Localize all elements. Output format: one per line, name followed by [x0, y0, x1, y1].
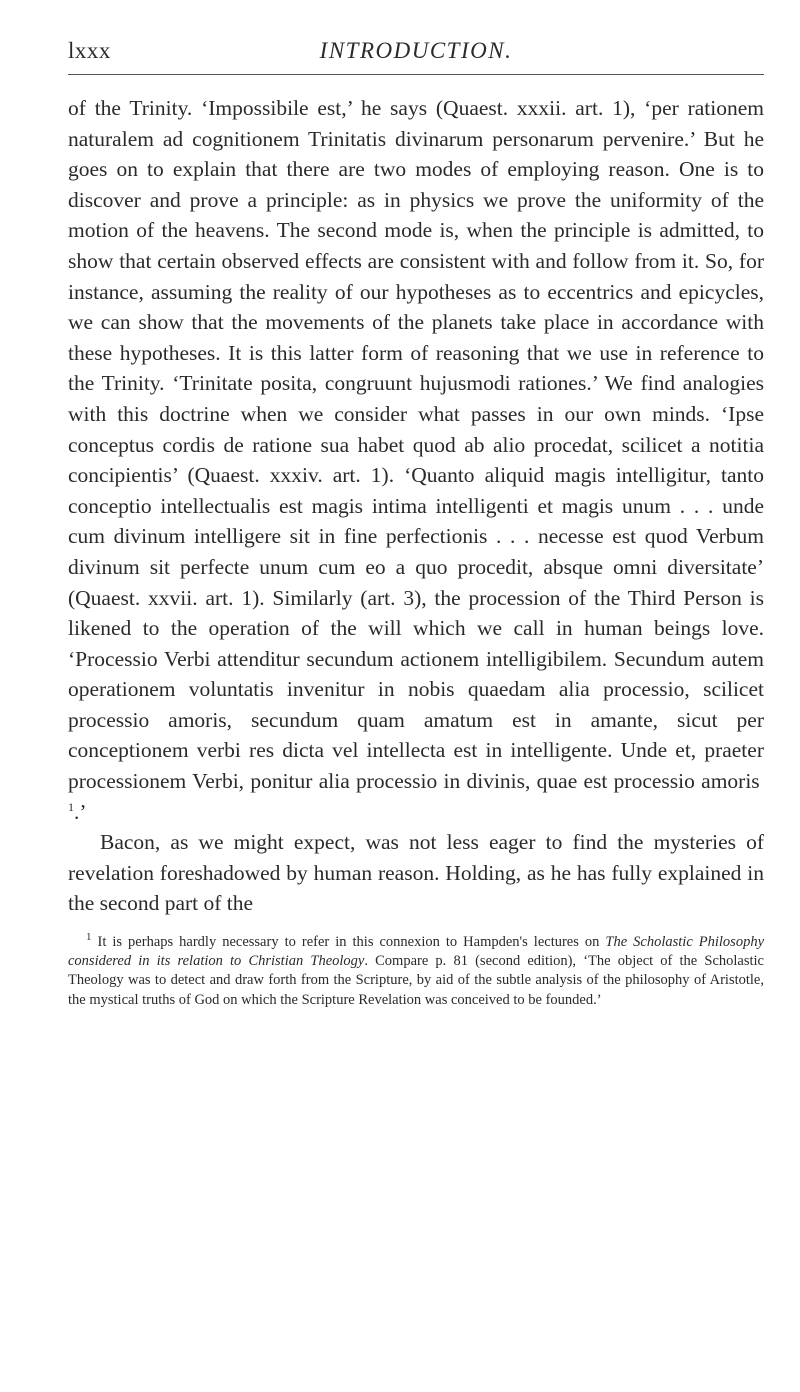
page-number: lxxx	[68, 38, 111, 63]
paragraph	[68, 93, 764, 827]
paragraph-text: Bacon, as we might expect, was not less eager to find the mysteries of revelation foreshadowed by human reason. Holding, as he has fully explained in the second part of the	[68, 830, 764, 916]
footnote-reference[interactable]: 1	[68, 799, 74, 814]
footnote-book-title: The Scholastic Philosophy considered in its relation to Christian Theology	[68, 934, 765, 970]
footnote-text: . Compare p. 81 (second edition), ‘The object of the Scholastic Theology was to detect and draw forth from the Scripture, by aid of the subtle analysis of the philosophy of Aristotle, the mystical truths of God on which the Scripture Revelation was conceived to be founded.’	[68, 953, 764, 1008]
paragraph-tail: .’	[74, 799, 87, 824]
page-header	[68, 38, 764, 74]
running-title: INTRODUCTION.	[319, 38, 513, 63]
book-page	[68, 38, 764, 1010]
paragraph	[68, 827, 764, 919]
footnote-text: It is perhaps hardly necessary to refer in this connexion to Hampden's lectures on	[97, 934, 606, 951]
body-text	[68, 93, 764, 919]
footnote	[68, 933, 764, 1010]
paragraph-text: of the Trinity. ‘Impossibile est,’ he says (Quaest. xxxii. art. 1), ‘per rationem naturalem ad cognitionem Trinitatis divinarum personarum pervenire.’ But he goes on to explain that there are two modes of employing reason. One is to discover and prove a principle: as in physics we prove the uniformity of the motion of the heavens. The second mode is, when the principle is admitted, to show that certain observed effects are consistent with and follow from it. So, for instance, assuming the reality of our hypotheses as to eccentrics and epicycles, we can show that the movements of the planets take place in accordance with these hypotheses. It is this latter form of reasoning that we use in reference to the Trinity. ‘Trinitate posita, congruunt hujusmodi rationes.’ We find analogies with this doctrine when we consider what passes in our own minds. ‘Ipse conceptus cordis de ratione sua habet quod ab alio procedat, scilicet a notitia concipientis’ (Quaest. xxxiv. art. 1). ‘Quanto aliquid magis intelligitur, tanto conceptio intellectualis est magis intima intelligenti et magis unum . . . unde cum divinum intelligere sit in fine perfectionis . . . necesse est quod Verbum divinum sit perfecte unum cum eo a quo procedit, absque omni diversitate’ (Quaest. xxvii. art. 1). Similarly (art. 3), the procession of the Third Person is likened to the operation of the will which we call in human beings love. ‘Processio Verbi attenditur secundum actionem intelligibilem. Secundum autem operationem voluntatis invenitur in nobis quaedam alia processio, scilicet processio amoris, secundum quam amatum est in amante, sicut per conceptionem verbi res dicta vel intellecta est in intelligente. Unde et, praeter processionem Verbi, ponitur alia processio in divinis, quae est processio amoris	[68, 96, 764, 794]
header-rule	[68, 74, 764, 75]
footnote-mark: 1	[86, 931, 92, 944]
